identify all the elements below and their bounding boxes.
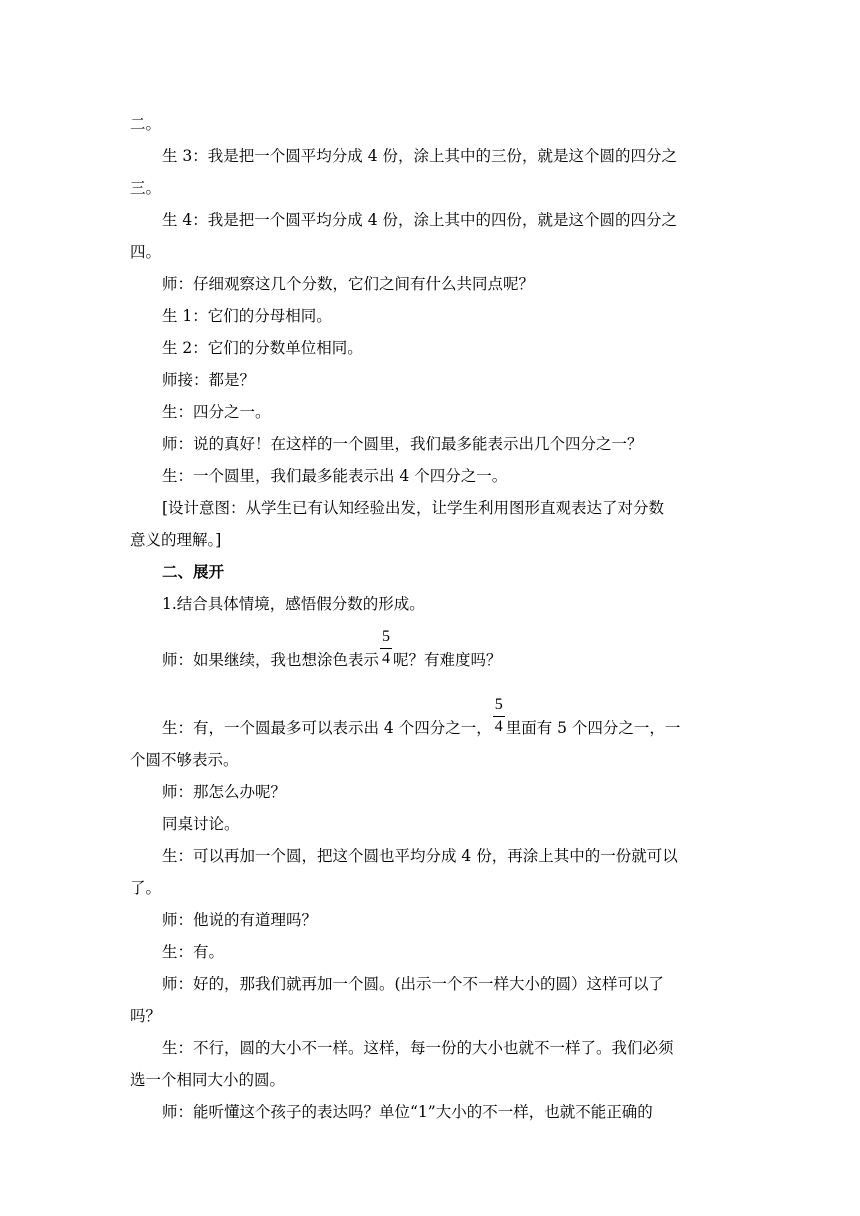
text-segment: 师：如果继续，我也想涂色表示 xyxy=(162,651,380,669)
text-line: 师：说的真好！在这样的一个圆里，我们最多能表示出几个四分之一？ xyxy=(162,435,643,453)
text-line-with-fraction xyxy=(130,628,762,676)
fraction-numerator: 5 xyxy=(494,696,503,713)
fraction-denominator: 4 xyxy=(494,718,503,735)
text-segment: 呢？有难度吗？ xyxy=(393,651,502,669)
text-line: 生：不行，圆的大小不一样。这样，每一份的大小也就不一样了。我们必须 xyxy=(162,1039,674,1057)
text-line: 选一个相同大小的圆。 xyxy=(130,1071,286,1089)
text-line: 生 4：我是把一个圆平均分成 4 份，涂上其中的四份，就是这个圆的四分之 xyxy=(162,211,678,229)
fraction-bar xyxy=(380,648,392,649)
text-line: 同桌讨论。 xyxy=(162,815,240,833)
fraction-bar xyxy=(493,716,505,717)
text-segment: 生：有，一个圆最多可以表示出 4 个四分之一， xyxy=(162,719,492,737)
text-line: 师：好的，那我们就再加一个圆。(出示一个不一样大小的圆）这样可以了 xyxy=(162,975,665,993)
text-line: 了。 xyxy=(130,879,162,897)
fraction-numerator: 5 xyxy=(382,628,391,645)
text-line: 生：有。 xyxy=(162,943,225,961)
text-line: 师：仔细观察这几个分数，它们之间有什么共同点呢？ xyxy=(162,275,535,293)
fraction-denominator: 4 xyxy=(382,650,391,667)
text-line: 吗？ xyxy=(130,1007,162,1025)
section-heading: 二、展开 xyxy=(162,563,225,581)
text-line: 生：一个圆里，我们最多能表示出 4 个四分之一。 xyxy=(162,467,508,485)
text-line: 师：他说的有道理吗？ xyxy=(162,911,318,929)
text-line: 四。 xyxy=(130,243,162,261)
text-line: 生 3：我是把一个圆平均分成 4 份，涂上其中的三份，就是这个圆的四分之 xyxy=(162,147,678,165)
subsection-heading: 1.结合具体情境，感悟假分数的形成。 xyxy=(162,595,425,613)
text-line: 生 2：它们的分数单位相同。 xyxy=(162,339,363,357)
text-line: 师接：都是？ xyxy=(162,371,256,389)
text-line: 生：可以再加一个圆，把这个圆也平均分成 4 份，再涂上其中的一份就可以 xyxy=(162,847,678,865)
text-line: 生：四分之一。 xyxy=(162,403,271,421)
text-line: 个圆不够表示。 xyxy=(130,751,239,769)
text-line: 二。 xyxy=(130,115,162,133)
text-line-with-fraction xyxy=(130,696,762,744)
text-line: 师：那怎么办呢？ xyxy=(162,783,287,801)
design-intent-note: 意义的理解。] xyxy=(130,531,222,549)
text-segment: 里面有 5 个四分之一，一 xyxy=(505,719,681,737)
text-line: 生 1：它们的分母相同。 xyxy=(162,307,332,325)
design-intent-note: [设计意图：从学生已有认知经验出发，让学生利用图形直观表达了对分数 xyxy=(162,499,665,517)
text-line: 三。 xyxy=(130,179,162,197)
text-line: 师：能听懂这个孩子的表达吗？单位“1”大小的不一样，也就不能正确的 xyxy=(162,1103,653,1121)
